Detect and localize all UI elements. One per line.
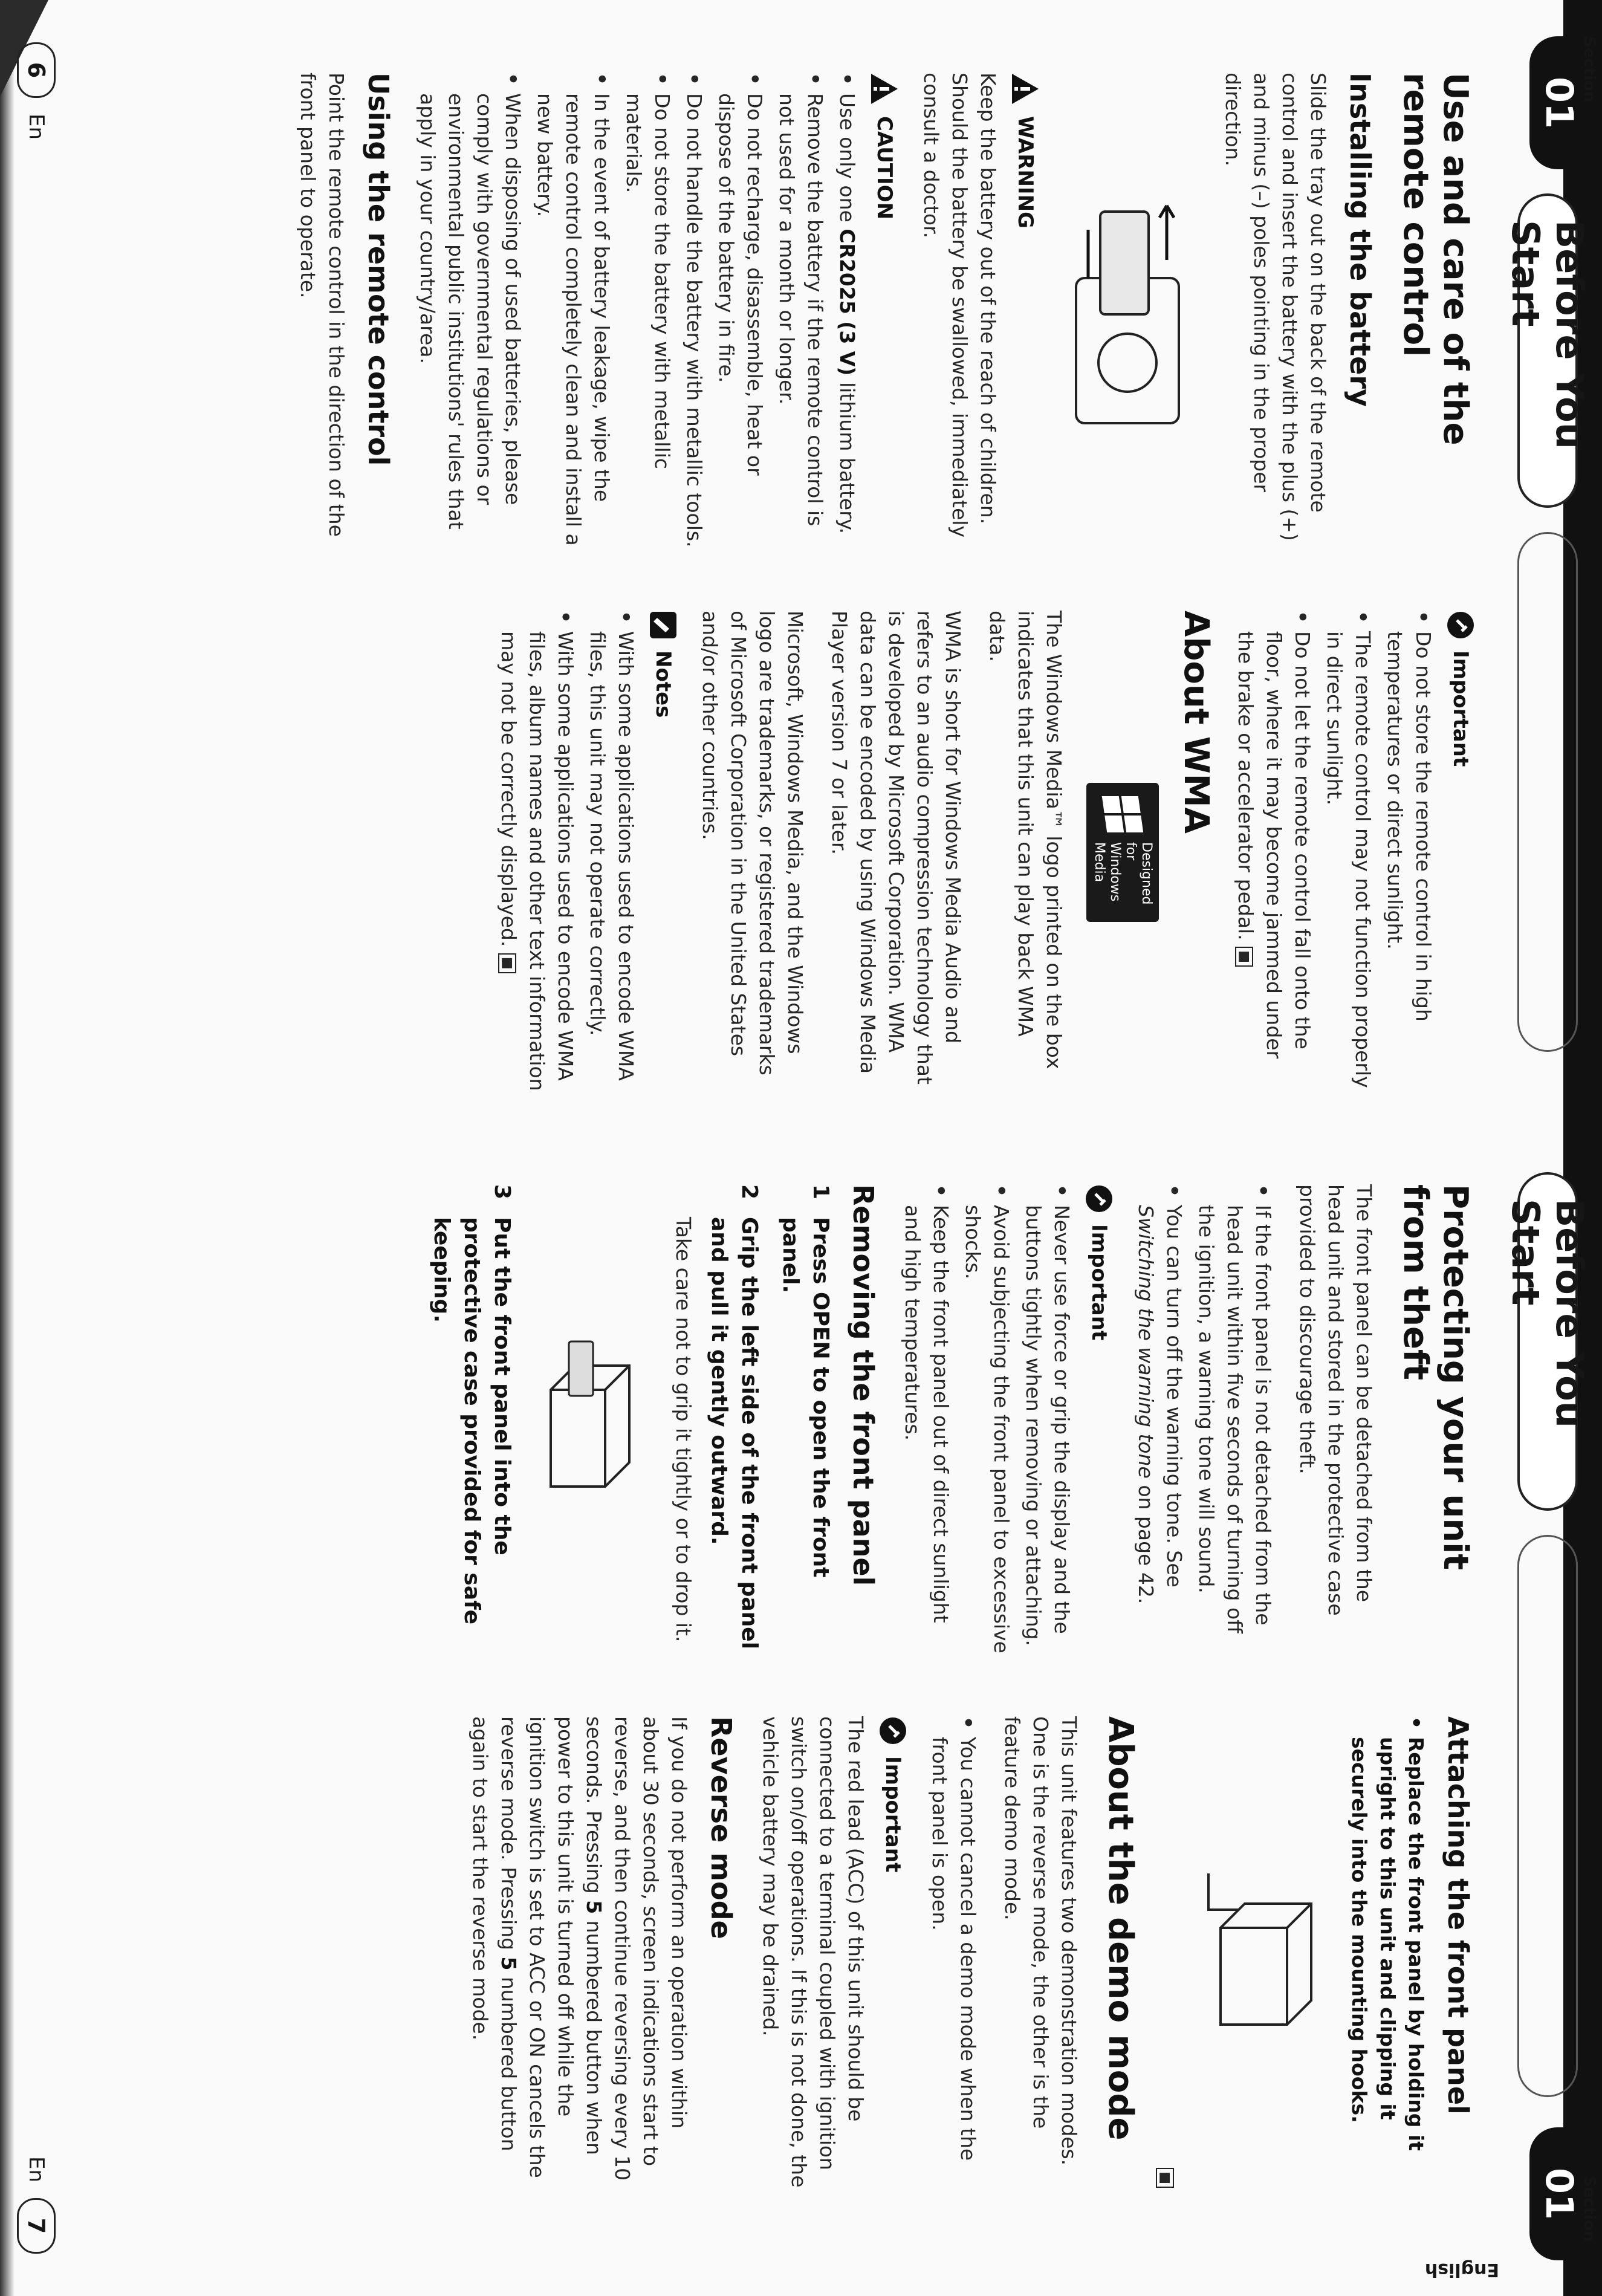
section-title-pill — [1503, 1172, 1592, 1511]
windows-media-logo-text: Designed for Windows Media — [1092, 842, 1154, 905]
important-label: Important — [1087, 1224, 1111, 1341]
removing-step-1: 1 Press OPEN to open the front panel. — [778, 1184, 833, 1578]
battery-tray-illustration — [1058, 187, 1203, 441]
wma-paragraph-1: The Windows Media™ logo printed on the box indicates that this unit can play back WMA data. — [985, 611, 1066, 1069]
demo-text: This unit features two demonstration modes. One is the reverse mode, the other is the feature demo mode. — [1000, 1716, 1081, 2166]
warning-text: Keep the battery out of the reach of children. Should the battery be swallowed, immediately consult a doctor. — [919, 73, 1000, 538]
important-icon — [1085, 1184, 1114, 1213]
section-title-pill — [1503, 193, 1592, 508]
end-mark-icon: ■ — [1236, 947, 1254, 967]
section-title: Before You Start — [1503, 220, 1592, 450]
page-number: 6 — [17, 42, 56, 98]
footer-lang: En — [24, 2156, 48, 2182]
list-item: • When disposing of used batteries, please comply with governmental regulations or environmental public institutions' rules that apply in your country/area. — [413, 73, 527, 556]
remote-column — [278, 73, 1475, 556]
header-pill-placeholder — [1517, 532, 1578, 1052]
list-item: • Keep the front panel out of direct sunlight and high temperatures. — [898, 1184, 955, 1656]
removing-step-2-note: Take care not to grip it tightly or to drop it. — [672, 1217, 695, 1643]
list-item: • Do not recharge, disassemble, heat or dispose of the battery in fire. — [712, 73, 769, 556]
list-item: • Do not handle the battery with metallic tools. — [680, 73, 709, 556]
list-item: • You can turn off the warning tone. See Switching the warning tone on page 42. — [1132, 1184, 1189, 1656]
removing-step-3: 3 Put the front panel into the protective case provided for safe keeping. — [429, 1184, 514, 1625]
important-icon — [1446, 611, 1475, 640]
section-label: Section — [1580, 36, 1598, 103]
notes-icon — [649, 611, 678, 640]
protect-text: The front panel can be detached from the head unit and stored in the protective case provided to discourage theft. — [1296, 1184, 1376, 1616]
demo-important-text: The red lead (ACC) of this unit should be connected to a terminal coupled with ignition switch on/off operations. If this is not done, the vehicle battery may be drained. — [759, 1716, 867, 2188]
removing-title: Removing the front panel — [847, 1184, 880, 1586]
remote-title: Use and care of the remote control — [1396, 73, 1475, 446]
protect-title: Protecting your unit from theft — [1396, 1184, 1475, 1571]
install-text: Slide the tray out on the back of the remote control and insert the battery with the plus (+) and minus (–) poles pointing in the proper direction. — [1221, 73, 1330, 541]
demo-list — [926, 1716, 982, 2188]
list-item: • Do not store the remote control in high temperatures or direct sunlight. — [1381, 611, 1438, 1094]
attaching-title: Attaching the front panel — [1442, 1716, 1474, 2115]
demo-title: About the demo mode — [1101, 1716, 1140, 2141]
list-item: • In the event of battery leakage, wipe the remote control completely clean and install a new battery. — [531, 73, 616, 556]
attaching-list — [1345, 1716, 1430, 2188]
list-item: • With some applications used to encode WMA files, this unit may not operate correctly. — [583, 611, 640, 1094]
using-heading: Using the remote control — [362, 73, 395, 466]
page-number: 7 — [17, 2198, 56, 2254]
list-item: • Use only one CR2025 (3 V) lithium battery. — [833, 73, 861, 556]
important-label: Important — [881, 1756, 905, 1873]
important-label: Important — [1448, 650, 1473, 767]
attach-column — [450, 1716, 1475, 2188]
important-callout — [1085, 1184, 1114, 1656]
end-mark-icon: ■ — [1156, 2168, 1175, 2188]
list-item: • Never use force or grip the display and the buttons tightly when removing or attaching. — [1019, 1184, 1076, 1656]
important-list — [898, 1184, 1076, 1656]
list-item: • Do not store the battery with metallic materials. — [620, 73, 676, 556]
important-icon — [878, 1716, 907, 1745]
caution-list — [413, 73, 861, 556]
page-footer-left — [17, 42, 56, 140]
windows-flag-icon — [1102, 796, 1143, 832]
wma-paragraph-3: Microsoft, Windows Media, and the Windows logo are trademarks, or registered trademarks of Microsoft Corporation in the United States and/or other countries. — [698, 611, 807, 1075]
important-list — [1231, 611, 1438, 1094]
protect-list — [1132, 1184, 1277, 1656]
notes-callout — [649, 611, 678, 1094]
notes-label: Notes — [651, 650, 675, 718]
list-item: • Do not let the remote control fall onto the floor, where it may become jammed under the brake or accelerator pedal. ■ — [1231, 611, 1317, 1094]
reverse-text: If you do not perform an operation within about 30 seconds, screen indications start to reverse, and then continue reversing every 10 seconds. Pressing 5 numbered button when power to this unit is turned off while the ignition switch is set to ACC or ON cancels the reverse mode. Pressing 5 numbered button again to start the reverse mode. — [469, 1716, 691, 2181]
wma-paragraph-2: WMA is short for Windows Media Audio and refers to an audio compression technology that is developed by Microsoft Corporation. WMA data can be encoded by using Windows Media Player version 7 or later. — [828, 611, 965, 1085]
section-tab: 01 — [1529, 36, 1590, 169]
warning-callout — [1011, 73, 1040, 556]
install-heading: Installing the battery — [1344, 73, 1377, 407]
removing-step-2: 2 Grip the left side of the front panel and pull it gently outward. — [707, 1184, 762, 1650]
wma-column — [479, 611, 1475, 1094]
attaching-step: • Replace the front panel by holding it upright to this unit and clipping it securely into the mounting hooks. — [1345, 1716, 1430, 2188]
warning-label: WARNING — [1013, 116, 1037, 229]
caution-callout — [870, 73, 899, 556]
using-text: Point the remote control in the direction of the front panel to operate. — [296, 73, 348, 537]
caution-label: CAUTION — [872, 116, 897, 220]
important-callout — [1446, 611, 1475, 1094]
list-item: • The remote control may not function properly in direct sunlight. — [1320, 611, 1377, 1094]
warning-icon — [1011, 73, 1040, 105]
page-footer-right — [17, 2156, 56, 2254]
important-callout — [878, 1716, 907, 2188]
header-pill-placeholder — [1517, 1535, 1578, 2097]
section-label: Section — [1580, 2176, 1598, 2242]
windows-media-logo — [1086, 783, 1159, 922]
section-tab: 01 — [1529, 2127, 1590, 2260]
language-label: English — [1424, 2259, 1499, 2280]
footer-lang: En — [24, 114, 48, 140]
list-item: • You cannot cancel a demo mode when the front panel is open. — [926, 1716, 982, 2188]
reverse-title: Reverse mode — [705, 1716, 738, 1939]
caution-icon — [870, 73, 899, 105]
protect-column — [420, 1184, 1475, 1656]
notes-list — [495, 611, 640, 1094]
end-mark-icon: ■ — [499, 953, 517, 973]
page-7 — [0, 1148, 1602, 2296]
front-panel-attach-illustration — [1190, 1855, 1329, 2049]
front-panel-removal-illustration — [533, 1329, 653, 1511]
list-item: • With some applications used to encode WMA files, album names and other text information may not be correctly displayed. ■ — [495, 611, 580, 1094]
list-item: • Avoid subjecting the front panel to excessive shocks. — [959, 1184, 1016, 1656]
list-item: • Remove the battery if the remote control is not used for a month or longer. — [773, 73, 829, 556]
section-title: Before You Start — [1503, 1199, 1592, 1429]
list-item: • If the front panel is not detached from the head unit within five seconds of turning off the ignition, a warning tone will sound. — [1192, 1184, 1277, 1656]
wma-title: About WMA — [1176, 611, 1216, 834]
